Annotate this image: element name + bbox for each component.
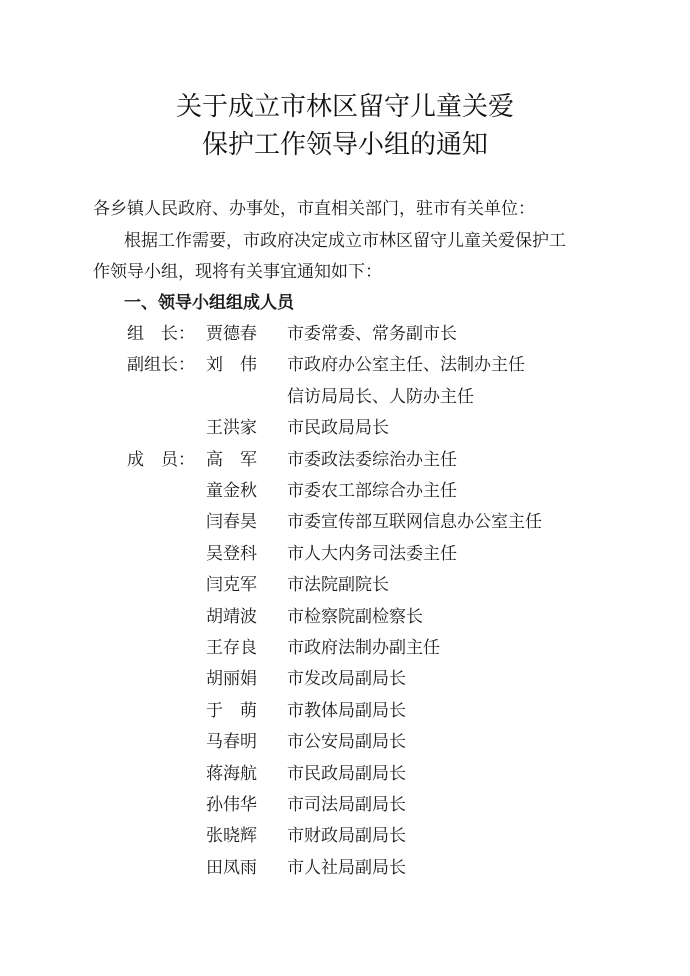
member-row (0, 543, 690, 565)
member-position: 市委宣传部互联网信息办公室主任 (287, 512, 542, 533)
member-row (0, 637, 690, 659)
member-position: 市司法局副局长 (287, 795, 406, 815)
member-position: 市政府办公室主任、法制办主任 (287, 355, 525, 376)
member-position: 市检察院副检察长 (287, 606, 423, 627)
member-position: 市委农工部综合办主任 (287, 481, 457, 501)
member-name: 闫克军 (206, 575, 257, 596)
member-position: 市法院副院长 (287, 575, 389, 596)
member-row (0, 763, 690, 785)
document-title-line-1: 关于成立市林区留守儿童关爱 (175, 92, 514, 122)
section-heading: 一、领导小组组成人员 (124, 293, 294, 313)
member-name: 王洪家 (206, 418, 257, 439)
member-position: 市人社局副局长 (287, 857, 406, 878)
member-position: 市教体局副局长 (287, 700, 406, 721)
member-name: 高 军 (206, 449, 257, 470)
member-row (0, 574, 690, 596)
member-position: 市人大内务司法委主任 (287, 543, 457, 564)
member-name: 田凤雨 (206, 857, 257, 878)
member-role: 副组长： (127, 355, 195, 376)
member-row (0, 825, 690, 847)
member-row (0, 857, 690, 879)
member-name: 童金秋 (206, 481, 257, 501)
member-row (0, 731, 690, 753)
member-position: 市财政局副局长 (287, 826, 406, 847)
member-position: 市委常委、常务副市长 (287, 324, 457, 344)
member-role: 组 长： (127, 324, 195, 344)
member-position: 信访局局长、人防办主任 (287, 386, 474, 407)
member-name: 贾德春 (206, 324, 257, 344)
member-name: 胡丽娟 (206, 669, 257, 690)
member-name: 马春明 (206, 732, 257, 753)
intro-paragraph-line-1: 根据工作需要，市政府决定成立市林区留守儿童关爱保护工 (124, 231, 566, 251)
member-row (0, 354, 690, 376)
member-name: 闫春昊 (206, 512, 257, 533)
member-name: 刘 伟 (206, 355, 257, 376)
member-row (0, 668, 690, 690)
member-name: 胡靖波 (206, 606, 257, 627)
member-row (0, 449, 690, 471)
member-name: 蒋海航 (206, 763, 257, 784)
member-row (0, 606, 690, 628)
member-position: 市公安局副局长 (287, 732, 406, 753)
member-name: 王存良 (206, 638, 257, 658)
member-row (0, 323, 690, 345)
member-name: 张晓辉 (206, 826, 257, 847)
member-row (0, 794, 690, 816)
member-row (0, 386, 690, 408)
member-row (0, 417, 690, 439)
member-role: 成 员： (127, 449, 195, 470)
member-position: 市委政法委综治办主任 (287, 449, 457, 470)
member-row (0, 480, 690, 502)
member-position: 市发改局副局长 (287, 669, 406, 690)
intro-paragraph-line-2: 作领导小组，现将有关事宜通知如下： (93, 262, 382, 282)
member-row (0, 700, 690, 722)
member-position: 市政府法制办副主任 (287, 638, 440, 658)
member-name: 孙伟华 (206, 795, 257, 815)
salutation: 各乡镇人民政府、办事处，市直相关部门，驻市有关单位： (93, 199, 535, 219)
member-position: 市民政局局长 (287, 418, 389, 439)
document-title-line-2: 保护工作领导小组的通知 (201, 130, 488, 160)
member-name: 吴登科 (206, 543, 257, 564)
member-position: 市民政局副局长 (287, 763, 406, 784)
member-row (0, 511, 690, 533)
member-name: 于 萌 (206, 700, 257, 721)
